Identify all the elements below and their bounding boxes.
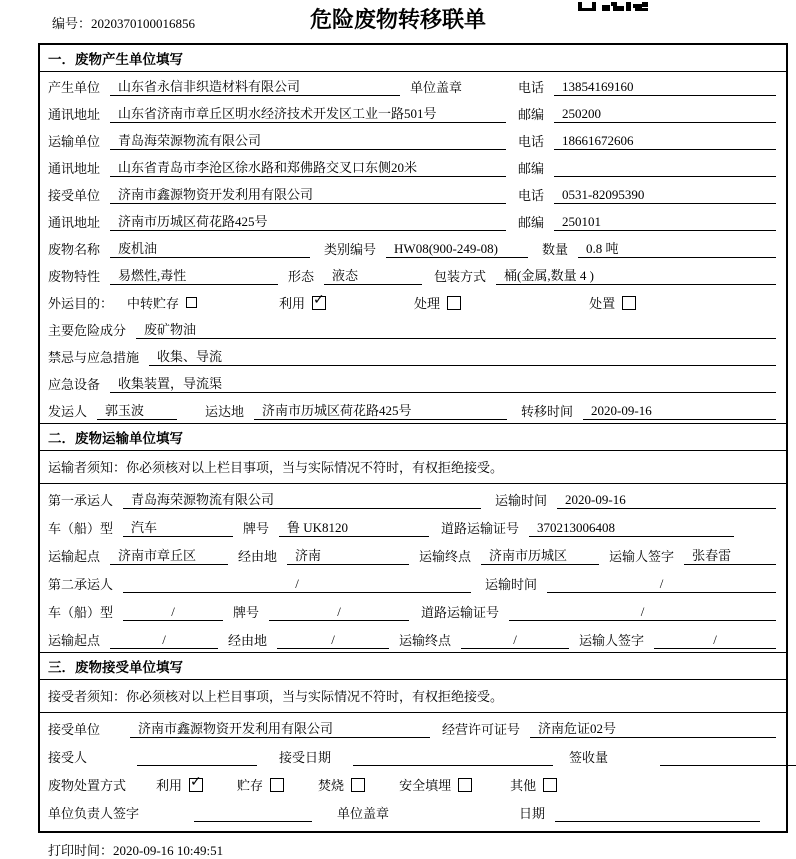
- destination-label: 运达地: [205, 404, 245, 419]
- row-transport-unit: [40, 126, 786, 153]
- purpose-option-treat: [414, 293, 461, 312]
- row-producer-unit: [40, 72, 786, 99]
- road-cert2-field: /: [509, 604, 776, 621]
- print-time-label: 打印时间：: [48, 843, 114, 858]
- producer-zip-label: 邮编: [517, 107, 544, 122]
- row-dispatch: [40, 396, 786, 423]
- route2-sign-field: /: [654, 632, 776, 649]
- receiver-notice: 接受者须知：你必须核对以上栏目事项，当与实际情况不符时，有权拒绝接受。: [40, 680, 786, 713]
- row-waste-name: [40, 234, 786, 261]
- leader-sign-label: 单位负责人签字: [48, 806, 140, 821]
- disposal-option-landfill: [399, 775, 472, 794]
- waste-traits-field: 易燃性,毒性: [110, 265, 278, 285]
- transfer-time-label: 转移时间: [521, 404, 574, 419]
- carrier2-time-field: /: [547, 576, 776, 593]
- signed-amount-label: 签收量: [569, 750, 609, 765]
- receiver-unit-field: 济南市鑫源物资开发利用有限公司: [110, 184, 506, 204]
- transfer-manifest-form: [38, 43, 788, 833]
- disposal-option-store: [237, 775, 284, 794]
- sign-date-field: [555, 821, 760, 822]
- section-transporter: [40, 423, 786, 652]
- disposal-option-store-label: 贮存: [237, 778, 264, 793]
- route1-sign-field: 张春雷: [684, 545, 776, 565]
- route1-end-label: 运输终点: [419, 549, 472, 564]
- route2-end-label: 运输终点: [399, 633, 452, 648]
- row-vehicle2: [40, 596, 786, 624]
- waste-name-label: 废物名称: [48, 242, 101, 257]
- transport-zip-field: [554, 176, 776, 177]
- road-cert1-label: 道路运输证号: [441, 521, 520, 536]
- producer-address-field: 山东省济南市章丘区明水经济技术开发区工业一路501号: [110, 103, 506, 123]
- route2-end-field: /: [461, 632, 569, 649]
- accept-unit-field: 济南市鑫源物资开发利用有限公司: [130, 718, 430, 738]
- hazard-components-field: 废矿物油: [136, 319, 776, 339]
- serial-label: 编号：: [52, 16, 92, 31]
- section3-title: 三．废物接受单位填写: [40, 652, 786, 680]
- transport-zip-label: 邮编: [517, 161, 544, 176]
- signed-amount-field: [660, 765, 796, 766]
- print-time-line: [48, 840, 796, 859]
- row-carrier2: [40, 568, 786, 596]
- license-field: 济南危证02号: [530, 718, 776, 738]
- section1-title: 一．废物产生单位填写: [40, 45, 786, 72]
- carrier1-time-field: 2020-09-16: [557, 492, 776, 509]
- row-route2: [40, 624, 786, 652]
- row-taboo-measures: [40, 342, 786, 369]
- route1-via-label: 经由地: [238, 549, 278, 564]
- carrier2-time-label: 运输时间: [485, 577, 538, 592]
- transport-phone-label: 电话: [517, 134, 544, 149]
- accept-person-label: 接受人: [48, 750, 88, 765]
- purpose-option-dispose-label: 处置: [589, 296, 616, 311]
- transfer-purpose-label: 外运目的：: [48, 296, 114, 311]
- leader-sign-field: [194, 821, 312, 822]
- serial-number: 2020370100016856: [91, 16, 196, 31]
- accept-unit-label: 接受单位: [48, 722, 101, 737]
- page-title: 危险废物转移联单: [309, 7, 486, 32]
- road-cert1-field: 370213006408: [529, 520, 734, 537]
- taboo-measures-field: 收集、导流: [149, 346, 776, 366]
- vehicle2-plate-label: 牌号: [233, 605, 260, 620]
- row-route1: [40, 540, 786, 568]
- carrier1-time-label: 运输时间: [495, 493, 548, 508]
- disposal-method-label: 废物处置方式: [48, 778, 127, 793]
- emergency-equipment-label: 应急设备: [48, 377, 101, 392]
- qr-code-icon: [578, 0, 648, 16]
- row-producer-address: [40, 99, 786, 126]
- producer-phone-label: 电话: [517, 80, 544, 95]
- accept-date-label: 接受日期: [279, 750, 332, 765]
- disposal-option-other-label: 其他: [510, 778, 537, 793]
- disposal-option-burn-label: 焚烧: [318, 778, 345, 793]
- row-receipt: [40, 741, 786, 769]
- purpose-storage-checkbox: [186, 297, 197, 308]
- receiver-zip-label: 邮编: [517, 215, 544, 230]
- vehicle1-type-label: 车（船）型: [48, 521, 114, 536]
- disposal-landfill-checkbox: [458, 778, 472, 792]
- disposal-burn-checkbox: [351, 778, 365, 792]
- accept-person-field: [137, 765, 257, 766]
- purpose-use-checkbox: [312, 296, 326, 310]
- disposal-other-checkbox: [543, 778, 557, 792]
- receiver-unit-label: 接受单位: [48, 188, 101, 203]
- waste-form-field: 液态: [324, 265, 422, 285]
- waste-qty-label: 数量: [542, 242, 569, 257]
- packing-label: 包装方式: [434, 269, 487, 284]
- row-waste-traits: [40, 261, 786, 288]
- route1-start-field: 济南市章丘区: [110, 545, 228, 565]
- transport-unit-label: 运输单位: [48, 134, 101, 149]
- section2-title: 二．废物运输单位填写: [40, 423, 786, 451]
- row-emergency-equipment: [40, 369, 786, 396]
- carrier1-label: 第一承运人: [48, 493, 114, 508]
- taboo-measures-label: 禁忌与应急措施: [48, 350, 140, 365]
- shipper-label: 发运人: [48, 404, 88, 419]
- vehicle1-plate-field: 鲁 UK8120: [279, 517, 429, 537]
- hazard-components-label: 主要危险成分: [48, 323, 127, 338]
- receiver-address-field: 济南市历城区荷花路425号: [110, 211, 506, 231]
- producer-unit-field: 山东省永信非织造材料有限公司: [110, 76, 400, 96]
- purpose-option-storage: [127, 293, 197, 312]
- waste-category-label: 类别编号: [324, 242, 377, 257]
- receiver-phone-label: 电话: [517, 188, 544, 203]
- disposal-store-checkbox: [270, 778, 284, 792]
- row-accept-unit: [40, 713, 786, 741]
- carrier2-label: 第二承运人: [48, 577, 114, 592]
- row-transfer-purpose: [40, 288, 786, 315]
- emergency-equipment-field: 收集装置，导流渠: [110, 373, 776, 393]
- road-cert2-label: 道路运输证号: [421, 605, 500, 620]
- purpose-treat-checkbox: [447, 296, 461, 310]
- document-header: [0, 0, 796, 43]
- transport-phone-field: 18661672606: [554, 133, 776, 150]
- receiver-address-label: 通讯地址: [48, 215, 101, 230]
- transporter-notice: 运输者须知：你必须核对以上栏目事项，当与实际情况不符时，有权拒绝接受。: [40, 451, 786, 484]
- vehicle2-type-label: 车（船）型: [48, 605, 114, 620]
- vehicle2-type-field: /: [123, 604, 223, 621]
- producer-address-label: 通讯地址: [48, 107, 101, 122]
- receiver-zip-field: 250101: [554, 214, 776, 231]
- sign-date-label: 日期: [519, 806, 546, 821]
- purpose-dispose-checkbox: [622, 296, 636, 310]
- vehicle1-type-field: 汽车: [123, 517, 233, 537]
- row-signoff: [40, 797, 786, 825]
- vehicle1-plate-label: 牌号: [243, 521, 270, 536]
- waste-category-field: HW08(900-249-08): [386, 241, 528, 258]
- row-hazard-components: [40, 315, 786, 342]
- producer-unit-label: 产生单位: [48, 80, 101, 95]
- transport-address-field: 山东省青岛市李沧区徐水路和郑佛路交叉口东侧20米: [110, 157, 506, 177]
- disposal-option-burn: [318, 775, 365, 794]
- route2-start-field: /: [110, 632, 218, 649]
- transfer-time-field: 2020-09-16: [583, 403, 776, 420]
- purpose-option-treat-label: 处理: [414, 296, 441, 311]
- purpose-option-dispose: [589, 293, 636, 312]
- transport-address-label: 通讯地址: [48, 161, 101, 176]
- route2-via-label: 经由地: [228, 633, 268, 648]
- row-carrier1: [40, 484, 786, 512]
- producer-zip-field: 250200: [554, 106, 776, 123]
- route1-via-field: 济南: [287, 545, 409, 565]
- packing-field: 桶(金属,数量 4 ): [496, 265, 776, 285]
- accept-date-field: [353, 765, 553, 766]
- unit-seal-label: 单位盖章: [410, 80, 463, 95]
- license-label: 经营许可证号: [442, 722, 521, 737]
- disposal-option-landfill-label: 安全填埋: [399, 778, 452, 793]
- print-time-value: 2020-09-16 10:49:51: [113, 843, 224, 858]
- destination-field: 济南市历城区荷花路425号: [254, 400, 507, 420]
- route2-via-field: /: [277, 632, 389, 649]
- disposal-option-use: [156, 775, 203, 794]
- waste-traits-label: 废物特性: [48, 269, 101, 284]
- transport-unit-field: 青岛海荣源物流有限公司: [110, 130, 506, 150]
- waste-name-field: 废机油: [110, 238, 310, 258]
- producer-phone-field: 13854169160: [554, 79, 776, 96]
- disposal-use-checkbox: [189, 778, 203, 792]
- route1-end-field: 济南市历城区: [481, 545, 599, 565]
- row-vehicle1: [40, 512, 786, 540]
- unit-seal2-label: 单位盖章: [337, 806, 390, 821]
- disposal-option-use-label: 利用: [156, 778, 183, 793]
- route2-sign-label: 运输人签字: [579, 633, 645, 648]
- row-receiver-address: [40, 207, 786, 234]
- purpose-option-use-label: 利用: [279, 296, 306, 311]
- row-disposal-method: [40, 769, 786, 797]
- route2-start-label: 运输起点: [48, 633, 101, 648]
- purpose-option-use: [279, 293, 326, 312]
- waste-qty-field: 0.8 吨: [578, 238, 776, 258]
- row-transport-address: [40, 153, 786, 180]
- vehicle2-plate-field: /: [269, 604, 409, 621]
- purpose-option-storage-label: 中转贮存: [127, 296, 180, 311]
- row-receiver-unit: [40, 180, 786, 207]
- waste-form-label: 形态: [288, 269, 315, 284]
- shipper-field: 郭玉波: [97, 400, 177, 420]
- disposal-option-other: [510, 775, 557, 794]
- receiver-phone-field: 0531-82095390: [554, 187, 776, 204]
- route1-start-label: 运输起点: [48, 549, 101, 564]
- route1-sign-label: 运输人签字: [609, 549, 675, 564]
- section-producer: [40, 45, 786, 423]
- carrier2-field: /: [123, 576, 471, 593]
- carrier1-field: 青岛海荣源物流有限公司: [123, 489, 481, 509]
- section-receiver: [40, 652, 786, 831]
